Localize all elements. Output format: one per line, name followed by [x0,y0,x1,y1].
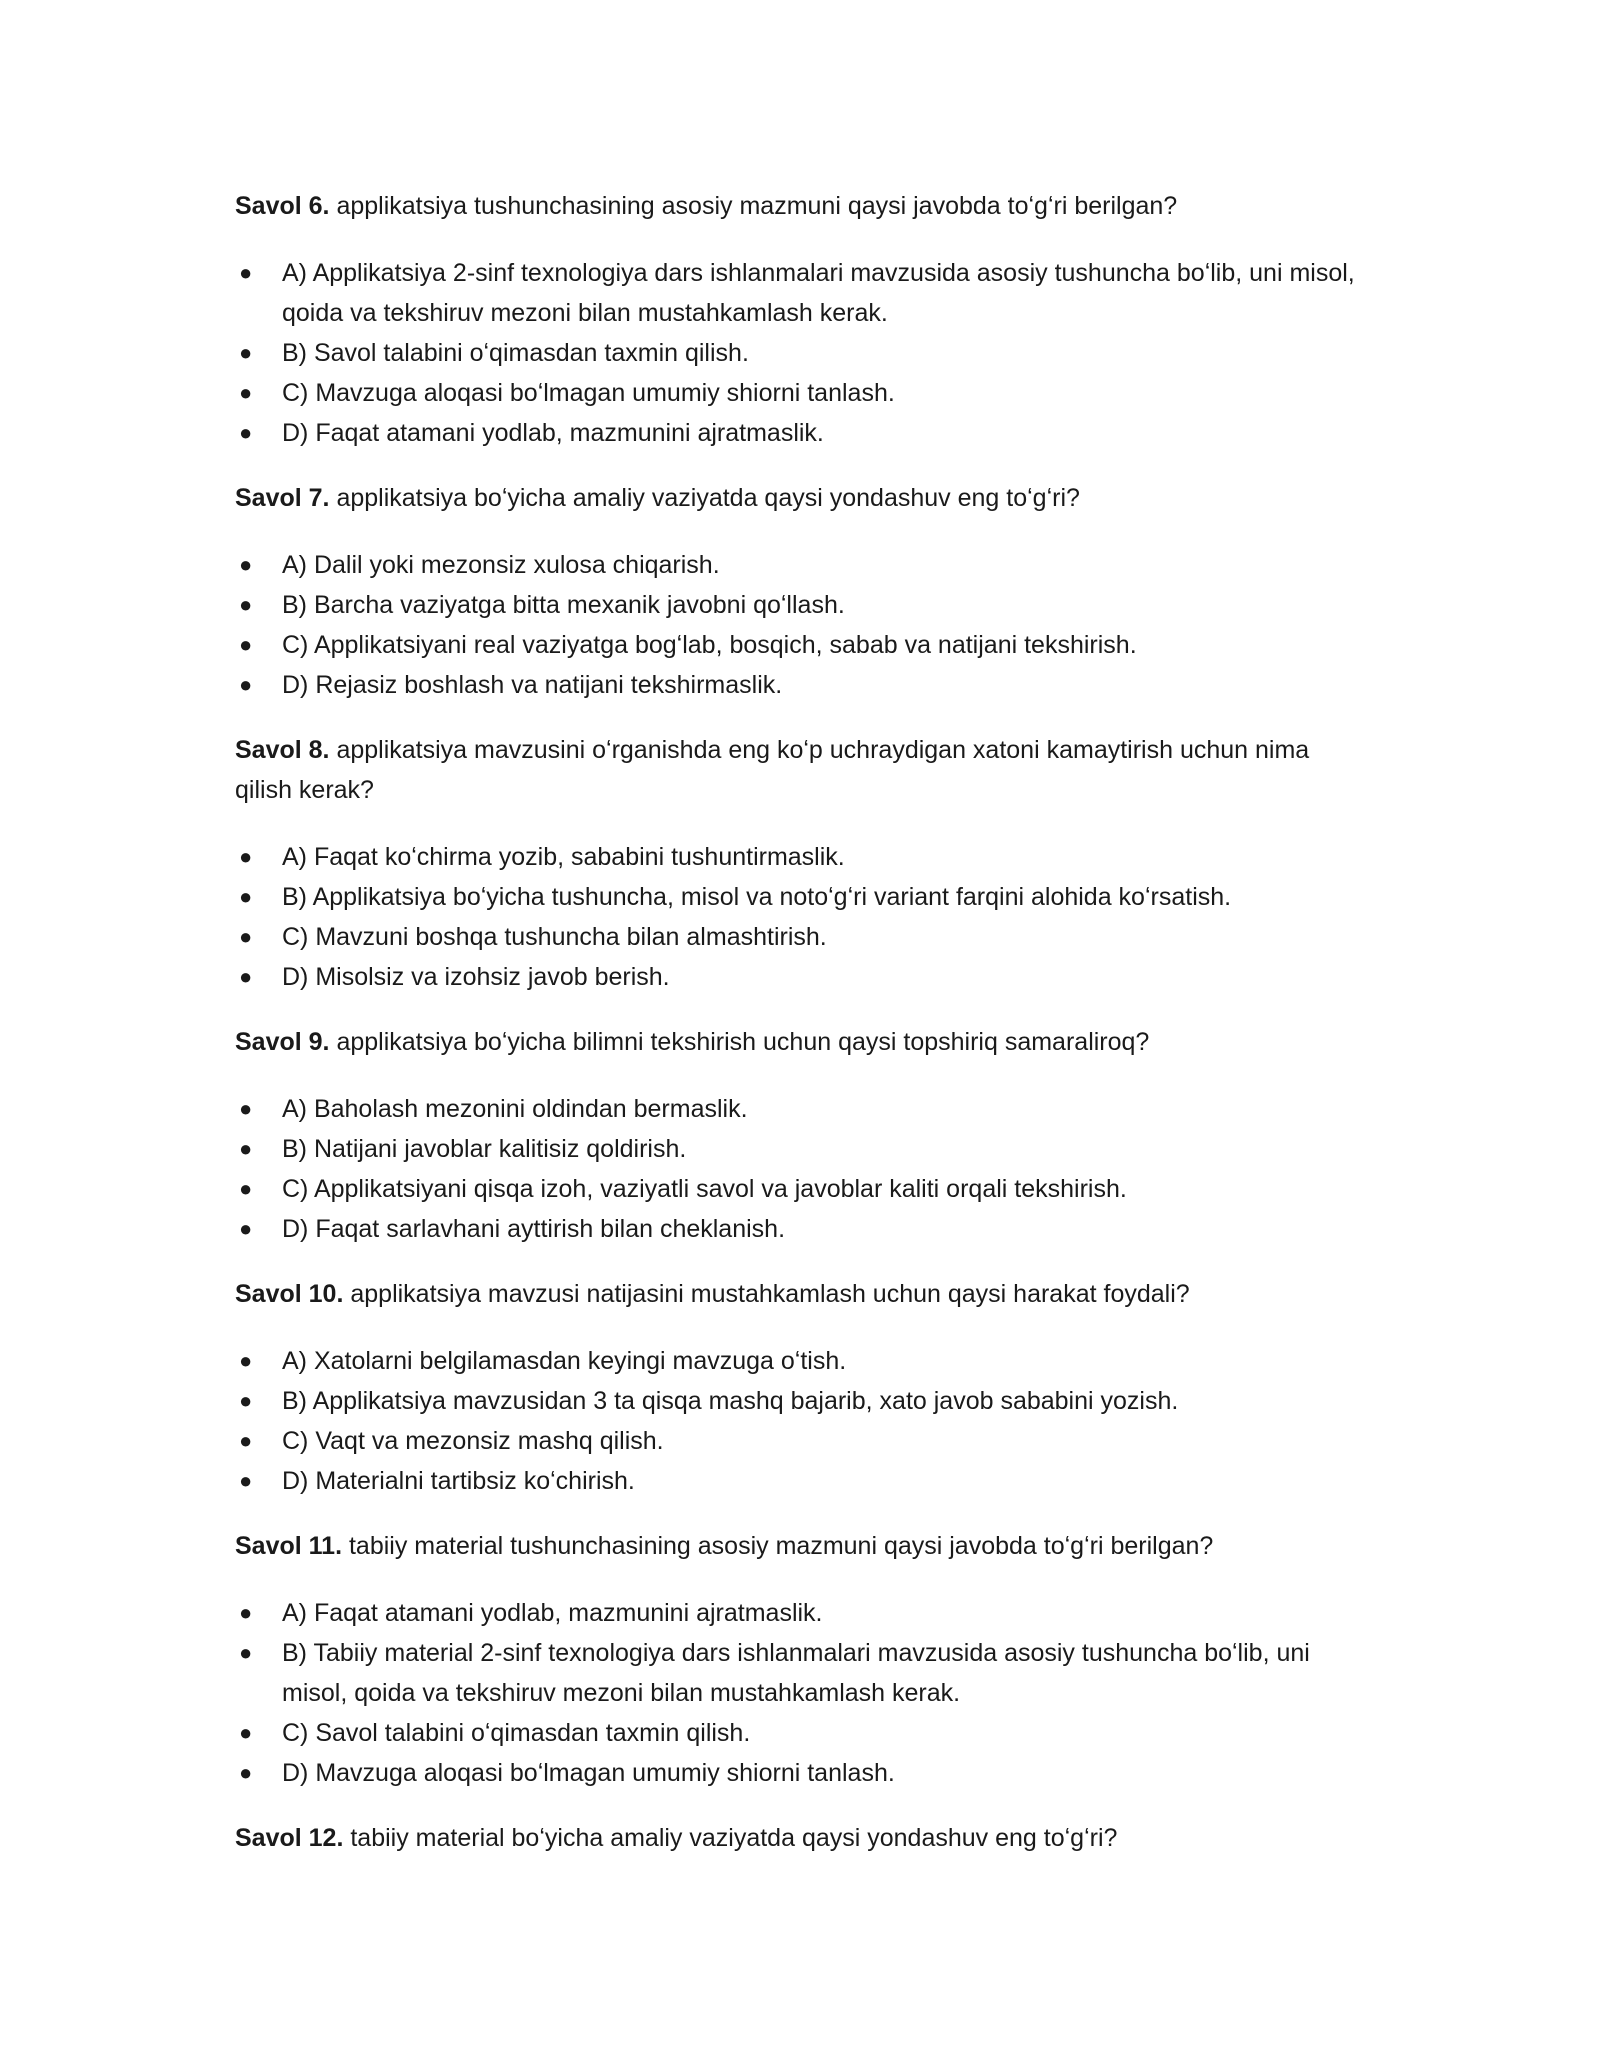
question-number: Savol 9. [235,1028,330,1056]
bullet-icon: ● [239,420,253,445]
answer-option [235,665,1365,705]
bullet-icon: ● [239,844,253,869]
answer-text: D) Faqat atamani yodlab, mazmunini ajratmaslik. [282,419,824,447]
answer-option [235,1713,1365,1753]
bullet-icon: ● [239,260,253,285]
answer-option [235,625,1365,665]
bullet-icon: ● [239,1216,253,1241]
answer-text: D) Materialni tartibsiz koʻchirish. [282,1467,635,1495]
answer-option [235,413,1365,453]
answer-text: B) Tabiiy material 2-sinf texnologiya dars ishlanmalari mavzusida asosiy tushuncha boʻlib, uni misol, qoida va tekshiruv mezoni bilan mustahkamlash kerak. [282,1639,1310,1707]
document-page [235,186,1365,1885]
answer-option [235,1593,1365,1633]
question-12 [235,1818,1365,1858]
answer-option [235,545,1365,585]
bullet-icon: ● [239,380,253,405]
question-number: Savol 12. [235,1824,344,1852]
answer-option [235,1421,1365,1461]
question-text: applikatsiya boʻyicha amaliy vaziyatda qaysi yondashuv eng toʻgʻri? [329,484,1080,512]
answer-options [235,545,1365,705]
answer-text: C) Mavzuga aloqasi boʻlmagan umumiy shiorni tanlash. [282,379,895,407]
question-8 [235,730,1365,810]
bullet-icon: ● [239,1136,253,1161]
answer-option [235,333,1365,373]
question-text: applikatsiya mavzusini oʻrganishda eng koʻp uchraydigan xatoni kamaytirish uchun nima qilish kerak? [235,736,1310,804]
question-7 [235,478,1365,518]
bullet-icon: ● [239,1096,253,1121]
bullet-icon: ● [239,1468,253,1493]
answer-text: B) Applikatsiya boʻyicha tushuncha, misol va notoʻgʻri variant farqini alohida koʻrsatish. [282,883,1232,911]
answer-option [235,1169,1365,1209]
bullet-icon: ● [239,924,253,949]
question-text: applikatsiya tushunchasining asosiy mazmuni qaysi javobda toʻgʻri berilgan? [329,192,1178,220]
answer-option [235,837,1365,877]
answer-text: A) Xatolarni belgilamasdan keyingi mavzuga oʻtish. [282,1347,847,1375]
answer-text: B) Savol talabini oʻqimasdan taxmin qilish. [282,339,749,367]
bullet-icon: ● [239,592,253,617]
answer-text: A) Dalil yoki mezonsiz xulosa chiqarish. [282,551,720,579]
question-text: tabiiy material tushunchasining asosiy mazmuni qaysi javobda toʻgʻri berilgan? [342,1532,1214,1560]
question-number: Savol 6. [235,192,330,220]
question-number: Savol 8. [235,736,330,764]
bullet-icon: ● [239,1640,253,1665]
answer-option [235,1341,1365,1381]
answer-text: A) Baholash mezonini oldindan bermaslik. [282,1095,748,1123]
answer-text: C) Vaqt va mezonsiz mashq qilish. [282,1427,664,1455]
question-text: tabiiy material boʻyicha amaliy vaziyatda qaysi yondashuv eng toʻgʻri? [343,1824,1118,1852]
bullet-icon: ● [239,1720,253,1745]
question-10 [235,1274,1365,1314]
question-text: applikatsiya boʻyicha bilimni tekshirish uchun qaysi topshiriq samaraliroq? [329,1028,1150,1056]
answer-option [235,917,1365,957]
bullet-icon: ● [239,964,253,989]
answer-text: A) Faqat koʻchirma yozib, sababini tushuntirmaslik. [282,843,845,871]
question-text: applikatsiya mavzusi natijasini mustahkamlash uchun qaysi harakat foydali? [343,1280,1190,1308]
answer-text: D) Mavzuga aloqasi boʻlmagan umumiy shiorni tanlash. [282,1759,895,1787]
answer-option [235,1209,1365,1249]
bullet-icon: ● [239,340,253,365]
bullet-icon: ● [239,884,253,909]
answer-text: C) Mavzuni boshqa tushuncha bilan almashtirish. [282,923,827,951]
bullet-icon: ● [239,632,253,657]
question-number: Savol 7. [235,484,330,512]
question-6 [235,186,1365,226]
answer-option [235,585,1365,625]
question-11 [235,1526,1365,1566]
question-number: Savol 10. [235,1280,344,1308]
answer-text: B) Barcha vaziyatga bitta mexanik javobni qoʻllash. [282,591,845,619]
answer-options [235,1089,1365,1249]
answer-options [235,837,1365,997]
answer-option [235,1753,1365,1793]
answer-options [235,253,1365,453]
bullet-icon: ● [239,672,253,697]
answer-option [235,1129,1365,1169]
answer-text: B) Applikatsiya mavzusidan 3 ta qisqa mashq bajarib, xato javob sababini yozish. [282,1387,1179,1415]
answer-options [235,1341,1365,1501]
answer-text: C) Savol talabini oʻqimasdan taxmin qilish. [282,1719,751,1747]
answer-option [235,1381,1365,1421]
bullet-icon: ● [239,1760,253,1785]
answer-text: B) Natijani javoblar kalitisiz qoldirish. [282,1135,687,1163]
answer-text: D) Misolsiz va izohsiz javob berish. [282,963,670,991]
question-9 [235,1022,1365,1062]
answer-text: D) Rejasiz boshlash va natijani tekshirmaslik. [282,671,783,699]
answer-option [235,1633,1365,1713]
answer-text: A) Applikatsiya 2-sinf texnologiya dars ishlanmalari mavzusida asosiy tushuncha boʻlib, uni misol, qoida va tekshiruv mezoni bilan mustahkamlash kerak. [282,259,1355,327]
answer-options [235,1593,1365,1793]
answer-text: A) Faqat atamani yodlab, mazmunini ajratmaslik. [282,1599,823,1627]
bullet-icon: ● [239,552,253,577]
answer-text: C) Applikatsiyani real vaziyatga bogʻlab, bosqich, sabab va natijani tekshirish. [282,631,1137,659]
bullet-icon: ● [239,1348,253,1373]
answer-option [235,1089,1365,1129]
bullet-icon: ● [239,1600,253,1625]
answer-option [235,957,1365,997]
answer-option [235,373,1365,413]
bullet-icon: ● [239,1388,253,1413]
question-number: Savol 11. [235,1532,343,1560]
bullet-icon: ● [239,1428,253,1453]
answer-option [235,877,1365,917]
answer-text: C) Applikatsiyani qisqa izoh, vaziyatli savol va javoblar kaliti orqali tekshirish. [282,1175,1127,1203]
bullet-icon: ● [239,1176,253,1201]
answer-option [235,1461,1365,1501]
answer-text: D) Faqat sarlavhani ayttirish bilan cheklanish. [282,1215,786,1243]
answer-option [235,253,1365,333]
